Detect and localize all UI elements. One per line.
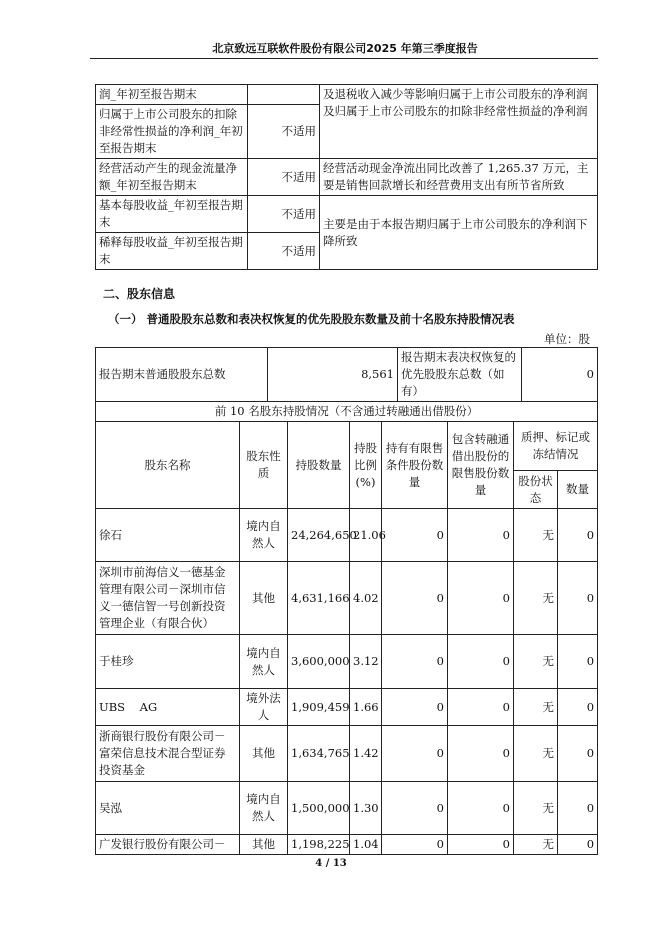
holder-restricted: 0 bbox=[382, 689, 448, 726]
reason-cell: 主要是由于本报告期归属于上市公司股东的净利润下降所致 bbox=[320, 196, 598, 270]
col-header-ratio: 持股比例(%) bbox=[350, 422, 382, 509]
holder-status: 无 bbox=[514, 509, 558, 562]
holder-name: UBS AG bbox=[96, 689, 240, 726]
table-row bbox=[96, 782, 598, 835]
holder-lent: 0 bbox=[448, 689, 514, 726]
holder-ratio: 1.30 bbox=[350, 782, 382, 835]
holder-status: 无 bbox=[514, 835, 558, 855]
holder-shares: 4,631,166 bbox=[288, 562, 350, 635]
table-row bbox=[96, 159, 598, 196]
header-divider bbox=[90, 58, 598, 59]
holder-shares: 1,500,000 bbox=[288, 782, 350, 835]
col-header-nature: 股东性质 bbox=[240, 422, 288, 509]
holder-status: 无 bbox=[514, 782, 558, 835]
value-cell: 不适用 bbox=[248, 233, 320, 270]
col-header-pledge: 质押、标记或冻结情况 bbox=[514, 422, 598, 471]
table-row bbox=[96, 562, 598, 635]
col-header-pledge-status: 股份状态 bbox=[514, 471, 558, 509]
top-holders-table bbox=[95, 401, 598, 855]
holder-qty: 0 bbox=[558, 689, 598, 726]
holder-status: 无 bbox=[514, 726, 558, 782]
holder-shares: 3,600,000 bbox=[288, 635, 350, 689]
holder-shares: 1,909,459 bbox=[288, 689, 350, 726]
value-cell: 不适用 bbox=[248, 196, 320, 233]
holder-name: 吴泓 bbox=[96, 782, 240, 835]
holder-status: 无 bbox=[514, 562, 558, 635]
report-header: 北京致远互联软件股份有限公司2025 年第三季度报告 bbox=[212, 42, 478, 55]
holders-caption: 前 10 名股东持股情况（不含通过转融通出借股份） bbox=[96, 402, 598, 422]
col-header-pledge-qty: 数量 bbox=[558, 471, 598, 509]
holder-nature: 境内自然人 bbox=[240, 782, 288, 835]
common-holders-value: 8,561 bbox=[268, 348, 398, 402]
holder-qty: 0 bbox=[558, 635, 598, 689]
value-cell bbox=[248, 85, 320, 105]
holder-name: 浙商银行股份有限公司－富荣信息技术混合型证券投资基金 bbox=[96, 726, 240, 782]
pref-holders-label: 报告期末表决权恢复的优先股股东总数（如有） bbox=[398, 348, 522, 402]
holder-name: 于桂珍 bbox=[96, 635, 240, 689]
holder-shares: 24,264,650 bbox=[288, 509, 350, 562]
holder-lent: 0 bbox=[448, 835, 514, 855]
item-cell: 基本每股收益_年初至报告期末 bbox=[96, 196, 248, 233]
holder-ratio: 21.06 bbox=[350, 509, 382, 562]
holder-restricted: 0 bbox=[382, 562, 448, 635]
holder-status: 无 bbox=[514, 689, 558, 726]
holder-nature: 境外法人 bbox=[240, 689, 288, 726]
holder-qty: 0 bbox=[558, 562, 598, 635]
holder-shares: 1,634,765 bbox=[288, 726, 350, 782]
holder-qty: 0 bbox=[558, 782, 598, 835]
holder-lent: 0 bbox=[448, 726, 514, 782]
holder-lent: 0 bbox=[448, 782, 514, 835]
unit-label: 单位：股 bbox=[544, 332, 590, 346]
holder-nature: 境内自然人 bbox=[240, 509, 288, 562]
holder-ratio: 1.04 bbox=[350, 835, 382, 855]
col-header-shares: 持股数量 bbox=[288, 422, 350, 509]
page-number: 4 / 13 bbox=[315, 858, 347, 869]
holder-restricted: 0 bbox=[382, 726, 448, 782]
holder-ratio: 1.42 bbox=[350, 726, 382, 782]
holder-nature: 其他 bbox=[240, 835, 288, 855]
holder-name: 深圳市前海信义一德基金管理有限公司－深圳市信义一德信智一号创新投资管理企业（有限合伙） bbox=[96, 562, 240, 635]
item-cell: 稀释每股收益_年初至报告期末 bbox=[96, 233, 248, 270]
value-cell: 不适用 bbox=[248, 159, 320, 196]
holder-ratio: 1.66 bbox=[350, 689, 382, 726]
holder-qty: 0 bbox=[558, 509, 598, 562]
section-title: 二、股东信息 bbox=[103, 287, 176, 301]
holder-nature: 其他 bbox=[240, 562, 288, 635]
holder-lent: 0 bbox=[448, 509, 514, 562]
shareholder-summary-table bbox=[95, 347, 598, 402]
holder-status: 无 bbox=[514, 635, 558, 689]
holder-restricted: 0 bbox=[382, 835, 448, 855]
col-header-lent: 包含转融通借出股份的限售股份数量 bbox=[448, 422, 514, 509]
section-subtitle: （一） 普通股股东总数和表决权恢复的优先股股东数量及前十名股东持股情况表 bbox=[108, 312, 515, 326]
holder-name: 广发银行股份有限公司－ bbox=[96, 835, 240, 855]
item-cell: 经营活动产生的现金流量净额_年初至报告期末 bbox=[96, 159, 248, 196]
holder-restricted: 0 bbox=[382, 635, 448, 689]
table-row bbox=[96, 196, 598, 233]
table-row bbox=[96, 726, 598, 782]
table-row bbox=[96, 509, 598, 562]
holder-nature: 其他 bbox=[240, 726, 288, 782]
holder-ratio: 4.02 bbox=[350, 562, 382, 635]
reason-cell: 经营活动现金净流出同比改善了 1,265.37 万元，主要是销售回款增长和经营费用支出有所节省所致 bbox=[320, 159, 598, 196]
holder-lent: 0 bbox=[448, 635, 514, 689]
item-cell: 归属于上市公司股东的扣除非经常性损益的净利润_年初至报告期末 bbox=[96, 105, 248, 159]
col-header-name: 股东名称 bbox=[96, 422, 240, 509]
holder-nature: 境内自然人 bbox=[240, 635, 288, 689]
table-row bbox=[96, 635, 598, 689]
reason-cell: 及退税收入减少等影响归属于上市公司股东的净利润及归属于上市公司股东的扣除非经常性损益的净利润 bbox=[320, 85, 598, 159]
change-reasons-table bbox=[95, 84, 598, 270]
col-header-restricted: 持有有限售条件股份数量 bbox=[382, 422, 448, 509]
table-row bbox=[96, 85, 598, 105]
holder-qty: 0 bbox=[558, 726, 598, 782]
value-cell: 不适用 bbox=[248, 105, 320, 159]
common-holders-label: 报告期末普通股股东总数 bbox=[96, 348, 268, 402]
holder-restricted: 0 bbox=[382, 509, 448, 562]
holder-lent: 0 bbox=[448, 562, 514, 635]
pref-holders-value: 0 bbox=[522, 348, 598, 402]
holder-ratio: 3.12 bbox=[350, 635, 382, 689]
holder-shares: 1,198,225 bbox=[288, 835, 350, 855]
table-row bbox=[96, 835, 598, 855]
table-row bbox=[96, 689, 598, 726]
item-cell: 润_年初至报告期末 bbox=[96, 85, 248, 105]
holder-restricted: 0 bbox=[382, 782, 448, 835]
holder-name: 徐石 bbox=[96, 509, 240, 562]
holder-qty: 0 bbox=[558, 835, 598, 855]
